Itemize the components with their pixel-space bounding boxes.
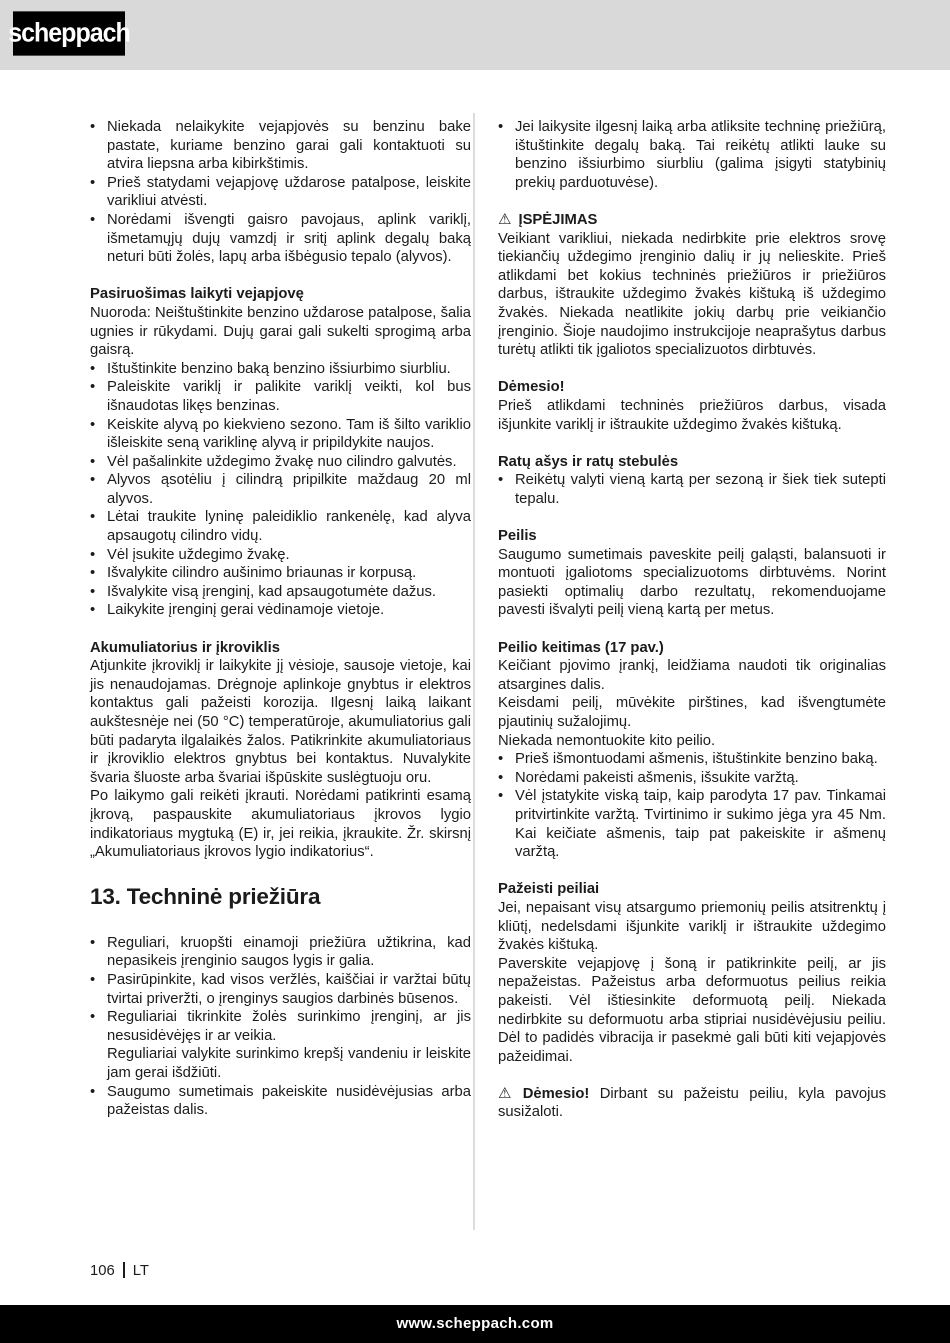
list-item — [90, 546, 471, 565]
page-number-separator — [123, 1262, 125, 1278]
list-item — [90, 118, 471, 174]
bullet-icon — [90, 1008, 107, 1045]
list-item — [90, 1083, 471, 1120]
list-item-text: Jei laikysite ilgesnį laiką arba atliksite techninę priežiūrą, ištuštinkite degalų baką. Tai reikėtų atlikti lauke su benzino išsiurbimo siurbliu (galima įsigyti statybinių prekių parduotuvėse). — [515, 119, 886, 191]
bullet-icon — [498, 118, 515, 192]
list-item-text: Reguliariai valykite surinkimo krepšį vandeniu ir leiskite jam gerai išdžiūti. — [107, 1046, 471, 1081]
list-item — [90, 583, 471, 602]
bullet-icon — [498, 787, 515, 861]
subsection-heading: Pažeisti peiliai — [498, 881, 600, 898]
list-item — [498, 471, 886, 508]
bullet-icon — [90, 174, 107, 211]
bullet-list — [90, 360, 471, 620]
list-item — [90, 1008, 471, 1045]
bullet-list — [498, 118, 886, 192]
list-item-text: Prieš statydami vejapjovę uždarose patalpose, leiskite varikliui atvėsti. — [107, 174, 471, 210]
bullet-icon — [90, 1045, 107, 1082]
list-item — [90, 211, 471, 267]
list-item-text: Norėdami išvengti gaisro pavojaus, aplink variklį, išmetamųjų dujų vamzdį ir sritį aplink degalų baką neturi būti žolės, lapų arba išbėgusio tepalo (alyvos). — [107, 211, 471, 266]
warning-lead: Dėmesio! — [522, 1085, 590, 1102]
subsection-heading: Ratų ašys ir ratų stebulės — [498, 453, 679, 470]
paragraph: Keičiant pjovimo įrankį, leidžiama naudoti tik originalias atsargines dalis. — [498, 658, 886, 693]
bullet-list — [498, 750, 886, 862]
paragraph: Nuoroda: Neištuštinkite benzino uždarose patalpose, šalia ugnies ir rūkydami. Dujų garai gali sukelti sprogimą arba gaisrą. — [90, 304, 471, 359]
bullet-icon — [90, 546, 107, 565]
list-item-text: Vėl pašalinkite uždegimo žvakę nuo cilindro galvutės. — [107, 453, 457, 470]
paragraph: Jei, nepaisant visų atsargumo priemonių peilis atsitrenktų į kliūtį, nedelsdami išjunkite variklį ir ištraukite uždegimo žvakės kištuką. — [498, 899, 886, 954]
paragraph: Paverskite vejapjovę į šoną ir patikrinkite peilį, ar jis nepažeistas. Pažeistus arba deformuotus peilius reikia pakeisti. Vėl ištiesinkite deformuotą peilį. Niekada nedirbkite su deformuotu arba stipriai nusidėvėjusiu peiliu. Dėl to padidės vibracija ir pasekmė gali būti kiti vejapjovės pažeidimai. — [498, 955, 886, 1065]
subsection-heading: Akumuliatorius ir įkroviklis — [90, 639, 280, 656]
list-item-text: Vėl įsukite uždegimo žvakę. — [107, 546, 290, 563]
paragraph: Niekada nemontuokite kito peilio. — [498, 732, 716, 749]
list-item-text: Pasirūpinkite, kad visos veržlės, kaiščiai ir varžtai būtų tvirtai priveržti, o įrenginys saugios darbinės būsenos. — [107, 971, 471, 1007]
list-item — [90, 174, 471, 211]
page-number-value: 106 — [90, 1263, 115, 1279]
page-language-code: LT — [132, 1263, 149, 1279]
bullet-icon — [90, 601, 107, 620]
bullet-icon — [498, 471, 515, 508]
section-heading: 13. Techninė priežiūra — [90, 883, 321, 909]
list-item — [498, 750, 886, 769]
list-item-text: Vėl įstatykite viską taip, kaip parodyta 17 pav. Tinkamai pritvirtinkite varžtą. Tvirtinimo ir sukimo jėga yra 45 Nm. Kai keičiate ašmenis, taip pat pakeiskite ir ašmenų varžtą. — [515, 788, 886, 861]
paragraph: Saugumo sumetimais paveskite peilį galąsti, balansuoti ir montuoti įgaliotoms specializuotoms dirbtuvėms. Norint pasiekti optimalių darbo rezultatų, rekomenduojame pavesti išvalyti peilį vieną kartą per metus. — [498, 546, 886, 619]
bullet-icon — [90, 564, 107, 583]
list-item — [498, 787, 886, 861]
subsection-heading: Peilis — [498, 528, 537, 545]
bullet-icon — [90, 583, 107, 602]
list-item-text: Saugumo sumetimais pakeiskite nusidėvėjusias arba pažeistas dalis. — [107, 1083, 471, 1119]
list-item — [498, 769, 886, 788]
bullet-icon — [90, 453, 107, 472]
list-item — [90, 378, 471, 415]
list-item — [90, 971, 471, 1008]
bullet-icon — [90, 471, 107, 508]
subsection-heading: Pasiruošimas laikyti vejapjovę — [90, 286, 304, 303]
bullet-icon — [498, 769, 515, 788]
warning-text: Dirbant su pažeistu peiliu, kyla pavojus susižaloti. — [498, 1085, 886, 1121]
list-item — [90, 508, 471, 545]
bullet-icon — [90, 508, 107, 545]
paragraph: Keisdami peilį, mūvėkite pirštines, kad išvengtumėte pjautinių sužalojimų. — [498, 695, 886, 730]
list-item-text: Reguliariai tikrinkite žolės surinkimo įrenginį, ar jis nesusidėvėjęs ir ar veikia. — [107, 1009, 471, 1044]
warning-paragraph — [498, 1085, 886, 1122]
left-column — [90, 118, 471, 1122]
list-item — [90, 453, 471, 472]
list-item-text: Reguliari, kruopšti einamoji priežiūra užtikrina, kad nepasikeis įrenginio saugos lygis ir galia. — [107, 934, 471, 970]
bullet-icon — [90, 118, 107, 174]
paragraph: Veikiant varikliui, niekada nedirbkite prie elektros srovę tiekiančių uždegimo įrenginio dalių ir jų nelieskite. Prieš atlikdami bet kokius techninės priežiūros ir priežiūros darbus, ištraukite uždegimo žvakės kištuką iš uždegimo žvakės. Niekada neatlikite jokių darbų prie veikiančio įrenginio. Šioje naudojimo instrukcijoje neaprašytus darbus turėtų atlikti tik įgaliotos specializuotos dirbtuvės. — [498, 230, 886, 359]
list-item-text: Išvalykite visą įrenginį, kad apsaugotumėte dažus. — [107, 583, 436, 600]
bullet-icon — [90, 378, 107, 415]
page-number — [90, 1262, 149, 1281]
list-item — [498, 118, 886, 192]
list-item — [90, 471, 471, 508]
list-item-text: Alyvos ąsotėliu į cilindrą pripilkite maždaug 20 ml alyvos. — [107, 472, 471, 507]
bullet-icon — [498, 750, 515, 769]
right-column — [498, 118, 886, 1122]
bullet-icon — [90, 360, 107, 379]
list-item-text: Norėdami pakeisti ašmenis, išsukite varžtą. — [515, 769, 799, 786]
subsection-heading: Dėmesio! — [498, 379, 565, 396]
scheppach-logo: scheppach — [13, 11, 125, 55]
warning-heading — [498, 211, 886, 230]
list-item-text: Paleiskite variklį ir palikite variklį veikti, kol bus išnaudotas likęs benzinas. — [107, 379, 471, 414]
page-body — [90, 118, 886, 1122]
warning-heading-text: ĮSPĖJIMAS — [518, 211, 598, 228]
bullet-list — [90, 118, 471, 267]
list-item-text: Niekada nelaikykite vejapjovės su benzinu bake pastate, kuriame benzino garai gali kontaktuoti su atvira liepsna arba kibirkštimis. — [107, 119, 471, 173]
list-item-text: Laikykite įrenginį gerai vėdinamoje vietoje. — [107, 602, 385, 619]
list-item-text: Ištuštinkite benzino baką benzino išsiurbimo siurbliu. — [107, 360, 451, 377]
paragraph: Atjunkite įkroviklį ir laikykite jį vėsioje, sausoje vietoje, kai jis nenaudojamas. Drėgnoje aplinkoje gnybtus ir elektros kontaktus gali pažeisti korozija. Ilgesnį laiką laikant aukštesnėje nei (50 °C) temperatūroje, akumuliatorius gali būti padaryta ilgalaikės žalos. Patikrinkite akumuliatoriaus ir įkroviklio elektros gnybtus bei kontaktus. Nuvalykite švaria šluoste arba švariai išpūskite suslėgtuoju oru. — [90, 658, 471, 786]
bullet-list — [498, 471, 886, 508]
warning-triangle-icon: ⚠ — [498, 210, 512, 228]
bullet-icon — [90, 211, 107, 267]
bullet-icon — [90, 971, 107, 1008]
bullet-list — [90, 934, 471, 1120]
bullet-icon — [90, 934, 107, 971]
list-item — [90, 601, 471, 620]
list-item — [90, 416, 471, 453]
list-item-text: Reikėtų valyti vieną kartą per sezoną ir šiek tiek sutepti tepalu. — [515, 472, 886, 507]
website-url: www.scheppach.com — [396, 1314, 554, 1332]
footer-bar — [0, 1305, 950, 1343]
list-item — [90, 934, 471, 971]
warning-triangle-icon: ⚠ — [498, 1084, 518, 1102]
header-bar — [0, 0, 950, 70]
paragraph: Prieš atlikdami techninės priežiūros darbus, visada išjunkite variklį ir ištraukite uždegimo žvakės kištuką. — [498, 397, 886, 433]
bullet-icon — [90, 1083, 107, 1120]
subsection-heading: Peilio keitimas (17 pav.) — [498, 639, 664, 656]
list-item-text: Keiskite alyvą po kiekvieno sezono. Tam iš šilto variklio išleiskite seną variklinę alyvą ir pripildykite naujos. — [107, 416, 471, 452]
list-item-text: Išvalykite cilindro aušinimo briaunas ir korpusą. — [107, 565, 417, 582]
bullet-icon — [90, 416, 107, 453]
list-item-text: Prieš išmontuodami ašmenis, ištuštinkite benzino baką. — [515, 751, 878, 768]
list-item — [90, 564, 471, 583]
list-item-text: Lėtai traukite lyninę paleidiklio rankenėlę, kad alyva apsaugotų cilindro vidų. — [107, 509, 471, 545]
list-item — [90, 360, 471, 379]
paragraph: Po laikymo gali reikėti įkrauti. Norėdami patikrinti esamą įkrovą, paspauskite akumuliatoriaus įkrovos lygio indikatoriaus mygtuką (E) ir, jei reikia, įkraukite. Žr. skirsnį „Akumuliatoriaus įkrovos lygio indikatorius“. — [90, 788, 471, 861]
list-item — [90, 1045, 471, 1082]
